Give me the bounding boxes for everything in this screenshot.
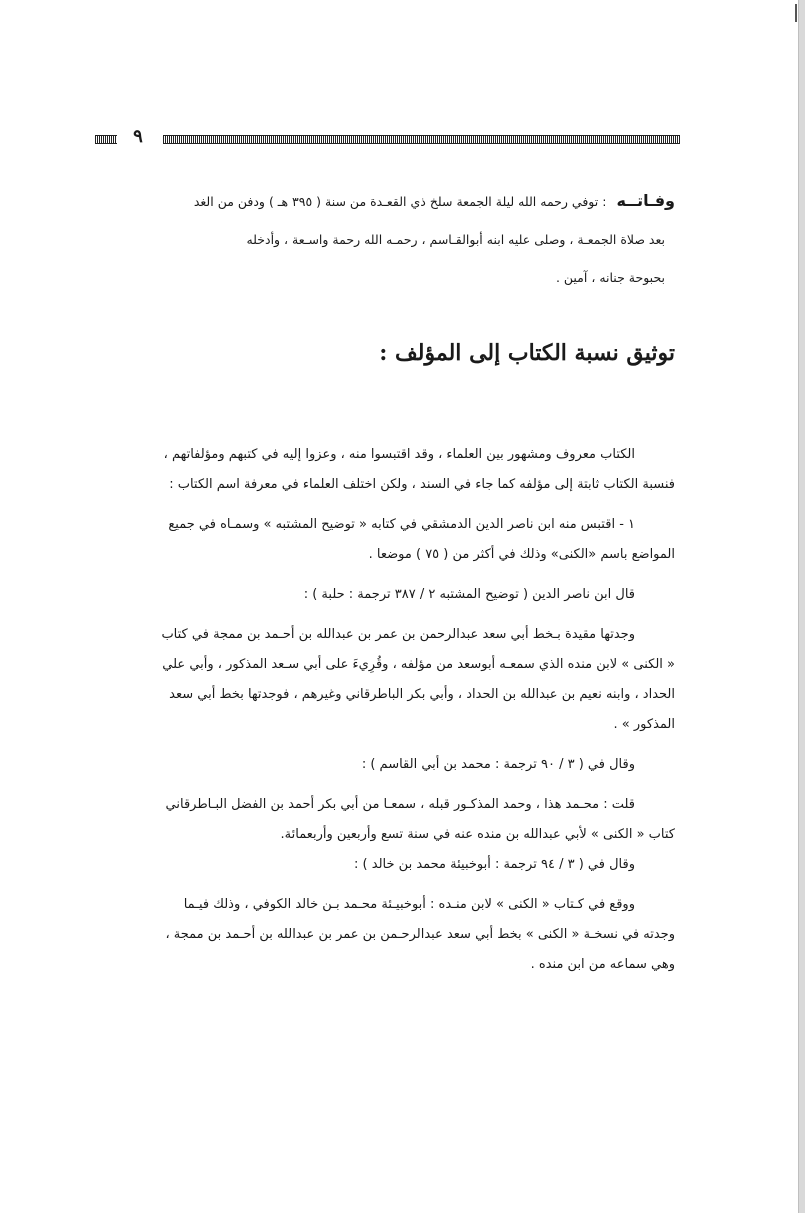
para-line: فنسبة الكتاب ثابتة إلى مؤلفه كما جاء في السند ، ولكن اختلف العلماء في معرفة اسم الكتاب : <box>169 477 675 492</box>
death-line-1 <box>100 182 675 221</box>
para-line: ووقع في كـتاب « الكنى » لابن منـده : أبوخبيـئة محـمد بـن خالد الكوفي ، وذلك فيـما <box>183 897 635 912</box>
para-line: كتاب « الكنى » لأبي عبدالله بن منده عنه في سنة تسع وأربعين وأربعمائة. <box>280 827 675 842</box>
death-label: وفـاتــه <box>616 191 675 210</box>
death-line-2: بعد صلاة الجمعـة ، وصلى عليه ابنه أبوالقـاسم ، رحمـه الله رحمة واسـعة ، وأدخله <box>246 232 665 247</box>
page-edge <box>798 0 805 1213</box>
death-line-3: بحبوحة جنانه ، آمين . <box>555 270 665 285</box>
header-rule-left <box>95 135 117 144</box>
header-rule-right <box>163 135 680 144</box>
page-number: ٩ <box>133 126 143 147</box>
para-line: ١ - اقتبس منه ابن ناصر الدين الدمشقي في كتابه « توضيح المشتبه » وسمـاه في جميع <box>168 517 635 532</box>
page-header <box>95 128 680 150</box>
para-line: المواضع باسم «الكنى» وذلك في أكثر من ( ٧٥ ) موضعا . <box>368 547 675 562</box>
body-text <box>100 440 675 980</box>
death-colon: : <box>602 194 607 209</box>
para-line: « الكنى » لابن منده الذي سمعـه أبوسعد من مؤلفه ، وقُرِيءَ على أبي سـعد المذكور ، وأبي علي <box>162 657 675 672</box>
para-line: وجدته في نسخـة « الكنى » بخط أبي سعد عبدالرحـمن بن عمر بن عبدالله بن أحـمد بن ممجة ، <box>165 927 675 942</box>
para-line: وجدتها مقيدة بـخط أبي سعد عبدالرحمن بن عمر بن عبدالله بن أحـمد بن ممجة في كتاب <box>161 627 635 642</box>
edge-mark <box>795 4 797 22</box>
para-line: الكتاب معروف ومشهور بين العلماء ، وقد اقتبسوا منه ، وعزوا إليه في كتبهم ومؤلفاتهم ، <box>163 447 635 462</box>
para-line: قلت : محـمد هذا ، وحمد المذكـور قبله ، سمعـا من أبي بكر أحمد بن الفضل البـاطرقاني <box>165 797 635 812</box>
death-text-1: توفي رحمه الله ليلة الجمعة سلخ ذي القعـدة من سنة ( ٣٩٥ هـ ) ودفن من الغد <box>193 194 599 209</box>
para-line: المذكور » . <box>613 717 675 732</box>
section-title: توثيق نسبة الكتاب إلى المؤلف : <box>379 340 675 366</box>
para-line: وهي سماعه من ابن منده . <box>530 957 675 972</box>
para-line: الحداد ، وابنه نعيم بن عبدالله بن الحداد ، وأبي بكر الباطرقاني وغيرهم ، فوجدتها بخط أبي سعد <box>169 687 675 702</box>
para-line: وقال في ( ٣ / ٩٠ ترجمة : محمد بن أبي القاسم ) : <box>361 757 635 772</box>
death-section <box>100 182 675 297</box>
para-line: وقال في ( ٣ / ٩٤ ترجمة : أبوخبيئة محمد بن خالد ) : <box>354 857 635 872</box>
para-line: قال ابن ناصر الدين ( توضيح المشتبه ٢ / ٣٨٧ ترجمة : حلبة ) : <box>303 587 635 602</box>
